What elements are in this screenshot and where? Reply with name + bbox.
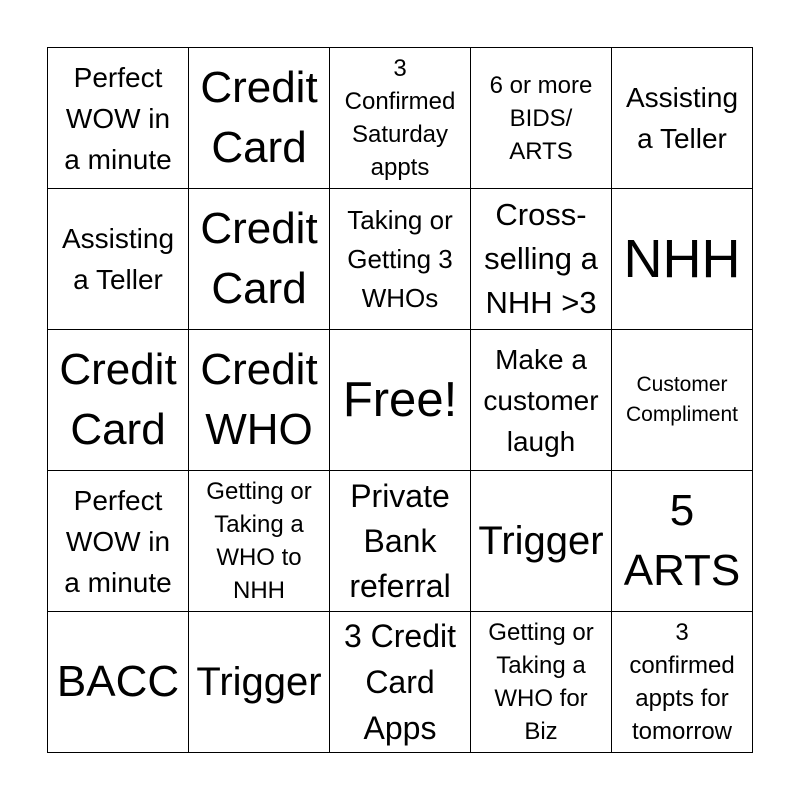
bingo-cell[interactable]	[471, 48, 612, 189]
cell-text: Private Bank referral	[349, 477, 451, 604]
cell-text: Credit Card	[200, 204, 318, 313]
bingo-cell[interactable]	[612, 189, 753, 330]
cell-text: Perfect WOW in a minute	[64, 61, 172, 175]
cell-text: Getting or Taking a WHO for Biz	[488, 619, 594, 745]
bingo-cell[interactable]	[48, 48, 189, 189]
free-space-text: Free!	[342, 373, 458, 427]
cell-text: NHH	[623, 229, 741, 289]
bingo-cell[interactable]	[189, 612, 330, 753]
cell-text: 3 Credit Card Apps	[343, 618, 457, 746]
bingo-board	[47, 47, 753, 753]
cell-text: Taking or Getting 3 WHOs	[347, 204, 453, 313]
cell-text: Credit WHO	[200, 345, 318, 454]
cell-text: Cross- selling a NHH >3	[484, 197, 598, 320]
bingo-cell[interactable]	[471, 471, 612, 612]
bingo-cell[interactable]	[189, 471, 330, 612]
bingo-cell[interactable]	[189, 330, 330, 471]
cell-text: Perfect WOW in a minute	[64, 484, 172, 598]
cell-text: Credit Card	[200, 63, 318, 172]
bingo-cell[interactable]	[48, 189, 189, 330]
bingo-cell[interactable]	[48, 612, 189, 753]
bingo-cell[interactable]	[471, 189, 612, 330]
bingo-cell[interactable]	[48, 330, 189, 471]
cell-text: 6 or more BIDS/ ARTS	[489, 71, 593, 165]
cell-text: Make a customer laugh	[483, 343, 599, 457]
bingo-cell[interactable]	[330, 471, 471, 612]
bingo-cell[interactable]	[612, 612, 753, 753]
cell-text: 3 confirmed appts for tomorrow	[629, 619, 735, 745]
bingo-cell[interactable]	[612, 330, 753, 471]
cell-text: Trigger	[196, 660, 322, 704]
bingo-cell[interactable]	[612, 471, 753, 612]
bingo-cell[interactable]	[612, 48, 753, 189]
bingo-cell[interactable]	[330, 48, 471, 189]
bingo-cell[interactable]	[471, 330, 612, 471]
bingo-cell[interactable]	[330, 612, 471, 753]
bingo-cell[interactable]	[189, 189, 330, 330]
cell-text: 5 ARTS	[623, 486, 741, 595]
bingo-cell[interactable]	[330, 189, 471, 330]
bingo-cell[interactable]	[471, 612, 612, 753]
cell-text: Assisting a Teller	[625, 82, 739, 154]
cell-text: BACC	[56, 657, 180, 706]
cell-text: Getting or Taking a WHO to NHH	[206, 478, 312, 604]
cell-text: Trigger	[478, 519, 604, 563]
cell-text: Customer Compliment	[625, 373, 739, 426]
cell-text: Assisting a Teller	[61, 223, 175, 295]
bingo-cell[interactable]	[48, 471, 189, 612]
cell-text: 3 Confirmed Saturday appts	[344, 55, 456, 181]
cell-text: Credit Card	[59, 345, 177, 454]
bingo-cell[interactable]	[189, 48, 330, 189]
free-space[interactable]	[330, 330, 471, 471]
